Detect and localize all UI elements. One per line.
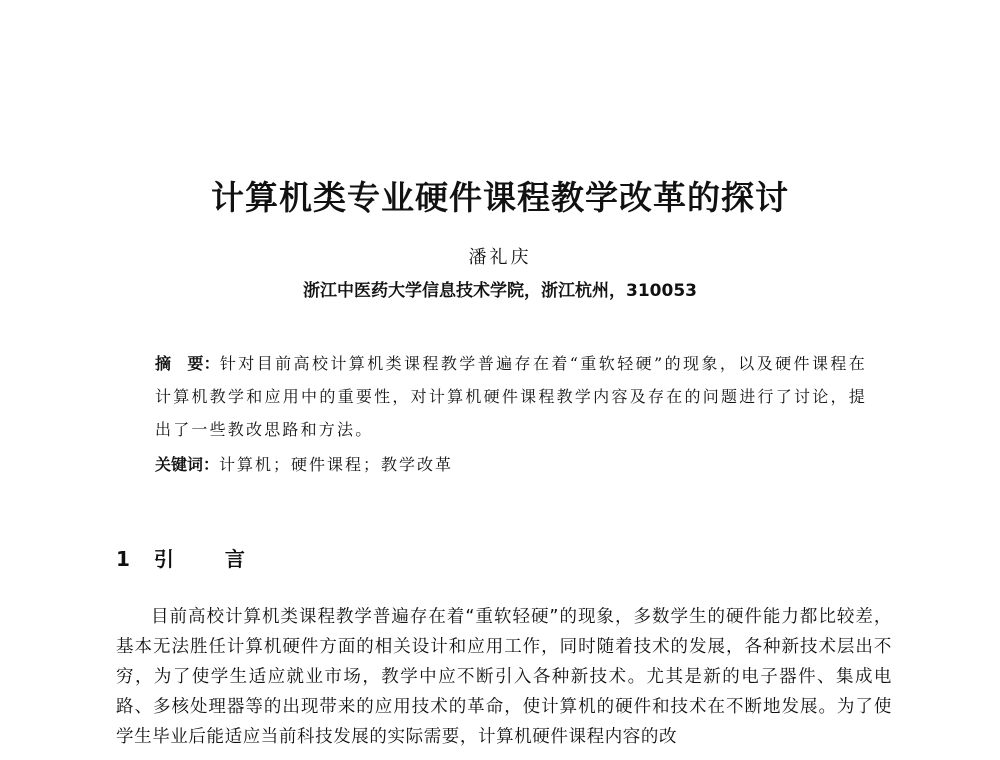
author-affiliation: 浙江中医药大学信息技术学院，浙江杭州，310053 [303,281,697,301]
section-heading [116,543,267,572]
abstract-text: 针对目前高校计算机类课程教学普遍存在着“重软轻硬”的现象，以及硬件课程在计算机教学和应用中的重要性，对计算机硬件课程教学内容及存在的问题进行了讨论，提出了一些教改思路和方法。 [155,354,867,439]
section-title: 引 言 [153,547,267,571]
paper-title: 计算机类专业硬件课程教学改革的探讨 [211,178,789,217]
section-number: 1 [116,547,130,571]
keywords [155,451,867,479]
body-paragraph: 目前高校计算机类课程教学普遍存在着“重软轻硬”的现象，多数学生的硬件能力都比较差，基本无法胜任计算机硬件方面的相关设计和应用工作，同时随着技术的发展，各种新技术层出不穷，为了使学生适应就业市场，教学中应不断引入各种新技术。尤其是新的电子器件、集成电路、多核处理器等的出现带来的应用技术的革命，使计算机的硬件和技术在不断地发展。为了使学生毕业后能适应当前科技发展的实际需要，计算机硬件课程内容的改 [116,607,892,747]
abstract [155,347,867,446]
abstract-label: 摘 要： [155,354,220,373]
author-name: 潘礼庆 [468,247,532,268]
keywords-label: 关键词： [155,455,220,474]
keywords-text: 计算机；硬件课程；教学改革 [219,455,454,474]
